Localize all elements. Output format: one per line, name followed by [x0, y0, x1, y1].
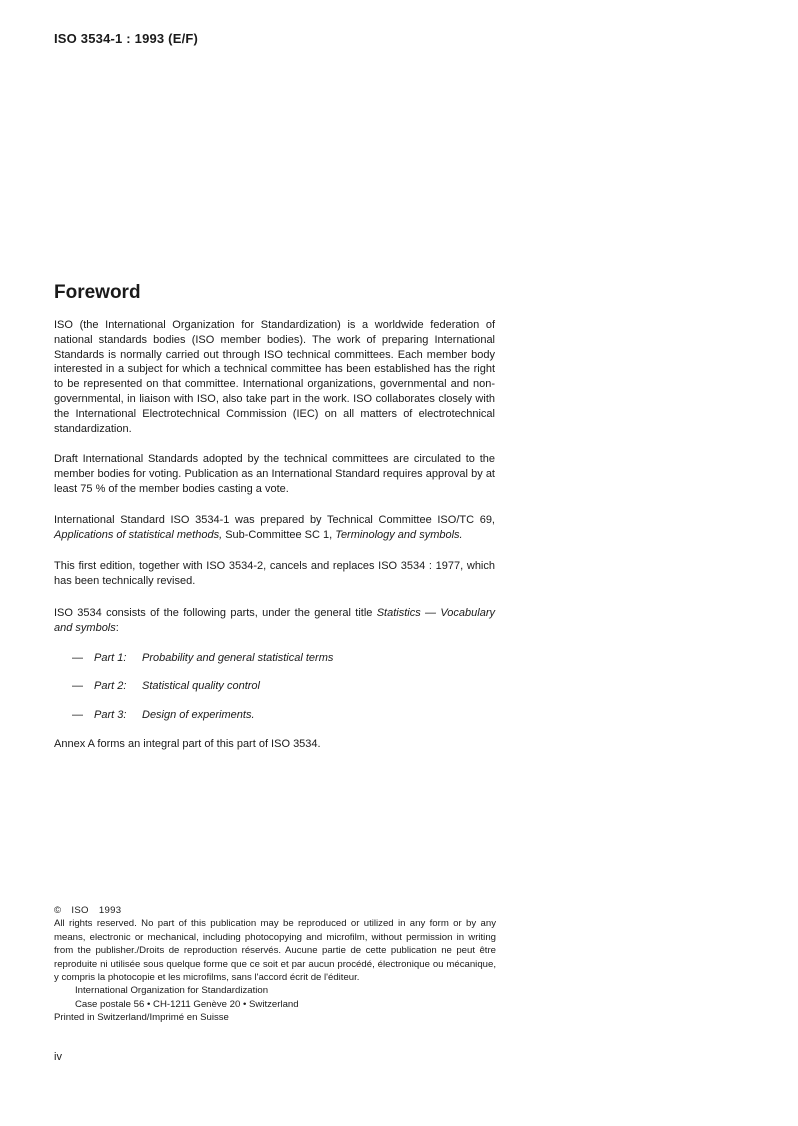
rights-statement: All rights reserved. No part of this publication may be reproduced or utilized in any form or by any means, electronic or mechanical, including photocopying and microfilm, without permission in writing from the publisher./Droits de reproduction réservés. Aucune partie de cette publication ne peut être reproduite ni utilisée sous quelque forme que ce soit et par aucun procédé, électronique ou mécanique, y compris la photocopie et les microfilms, sans l'accord écrit de l'éditeur. — [54, 918, 496, 984]
printed-in: Printed in Switzerland/Imprimé en Suisse — [54, 1012, 229, 1024]
part-title: Probability and general statistical terms — [142, 651, 334, 664]
parts-list — [54, 651, 495, 723]
paragraph-iso-overview: ISO (the International Organization for Standardization) is a worldwide federation of national standards bodies (ISO member bodies). The work of preparing International Standards is normally carried out through ISO technical committees. Each member body interested in a subject for which a technical committee has been established has the right to be represented on that committee. International organizations, governmental and non-governmental, in liaison with ISO, also take part in the work. ISO collaborates closely with the International Electrotechnical Commission (IEC) on all matters of electrotechnical standardization. — [54, 319, 495, 435]
parts-intro-text: ISO 3534 consists of the following parts, under the general title — [54, 606, 377, 619]
general-title: Statistics — Vocabulary and symbols — [54, 606, 495, 634]
parts-intro-end: : — [115, 621, 119, 634]
paragraph-annex: Annex A forms an integral part of this part of ISO 3534. — [54, 737, 321, 750]
copyright-line — [54, 904, 496, 917]
org-address: Case postale 56 • CH-1211 Genève 20 • Switzerland — [75, 998, 299, 1010]
foreword-body — [54, 318, 495, 752]
list-item — [54, 708, 495, 723]
part-title: Design of experiments. — [142, 709, 255, 722]
list-dash: — — [72, 680, 83, 693]
part-label: Part 3: — [94, 709, 127, 722]
committee-text: International Standard ISO 3534-1 was prepared by Technical Committee ISO/TC 69, — [54, 513, 495, 526]
part-title: Statistical quality control — [142, 680, 260, 693]
copyright-notice — [54, 904, 496, 1025]
foreword-heading: Foreword — [54, 282, 141, 303]
subcommittee-title: Terminology and symbols. — [335, 528, 463, 541]
subcommittee-text: Sub-Committee SC 1, — [222, 528, 336, 541]
paragraph-parts-intro — [54, 606, 495, 636]
list-dash: — — [72, 651, 83, 664]
org-name: International Organization for Standardization — [75, 985, 269, 997]
copyright-year: 1993 — [98, 905, 122, 916]
paragraph-edition: This first edition, together with ISO 3534-2, cancels and replaces ISO 3534 : 1977, which has been technically revised. — [54, 560, 495, 588]
paragraph-committee — [54, 513, 495, 543]
part-label: Part 1: — [94, 651, 127, 664]
committee-title: Applications of statistical methods, — [54, 528, 223, 541]
part-label: Part 2: — [94, 680, 127, 693]
copyright-org: ISO — [71, 905, 89, 916]
list-item — [54, 679, 495, 694]
copyright-symbol: © — [54, 905, 62, 916]
list-dash: — — [72, 709, 83, 722]
paragraph-draft-standards: Draft International Standards adopted by the technical committees are circulated to the member bodies for voting. Publication as an International Standard requires approval by at least 75 % of the member bodies casting a vote. — [54, 453, 495, 495]
document-header: ISO 3534-1 : 1993 (E/F) — [54, 31, 199, 46]
list-item — [54, 651, 495, 666]
page-number: iv — [54, 1051, 62, 1063]
